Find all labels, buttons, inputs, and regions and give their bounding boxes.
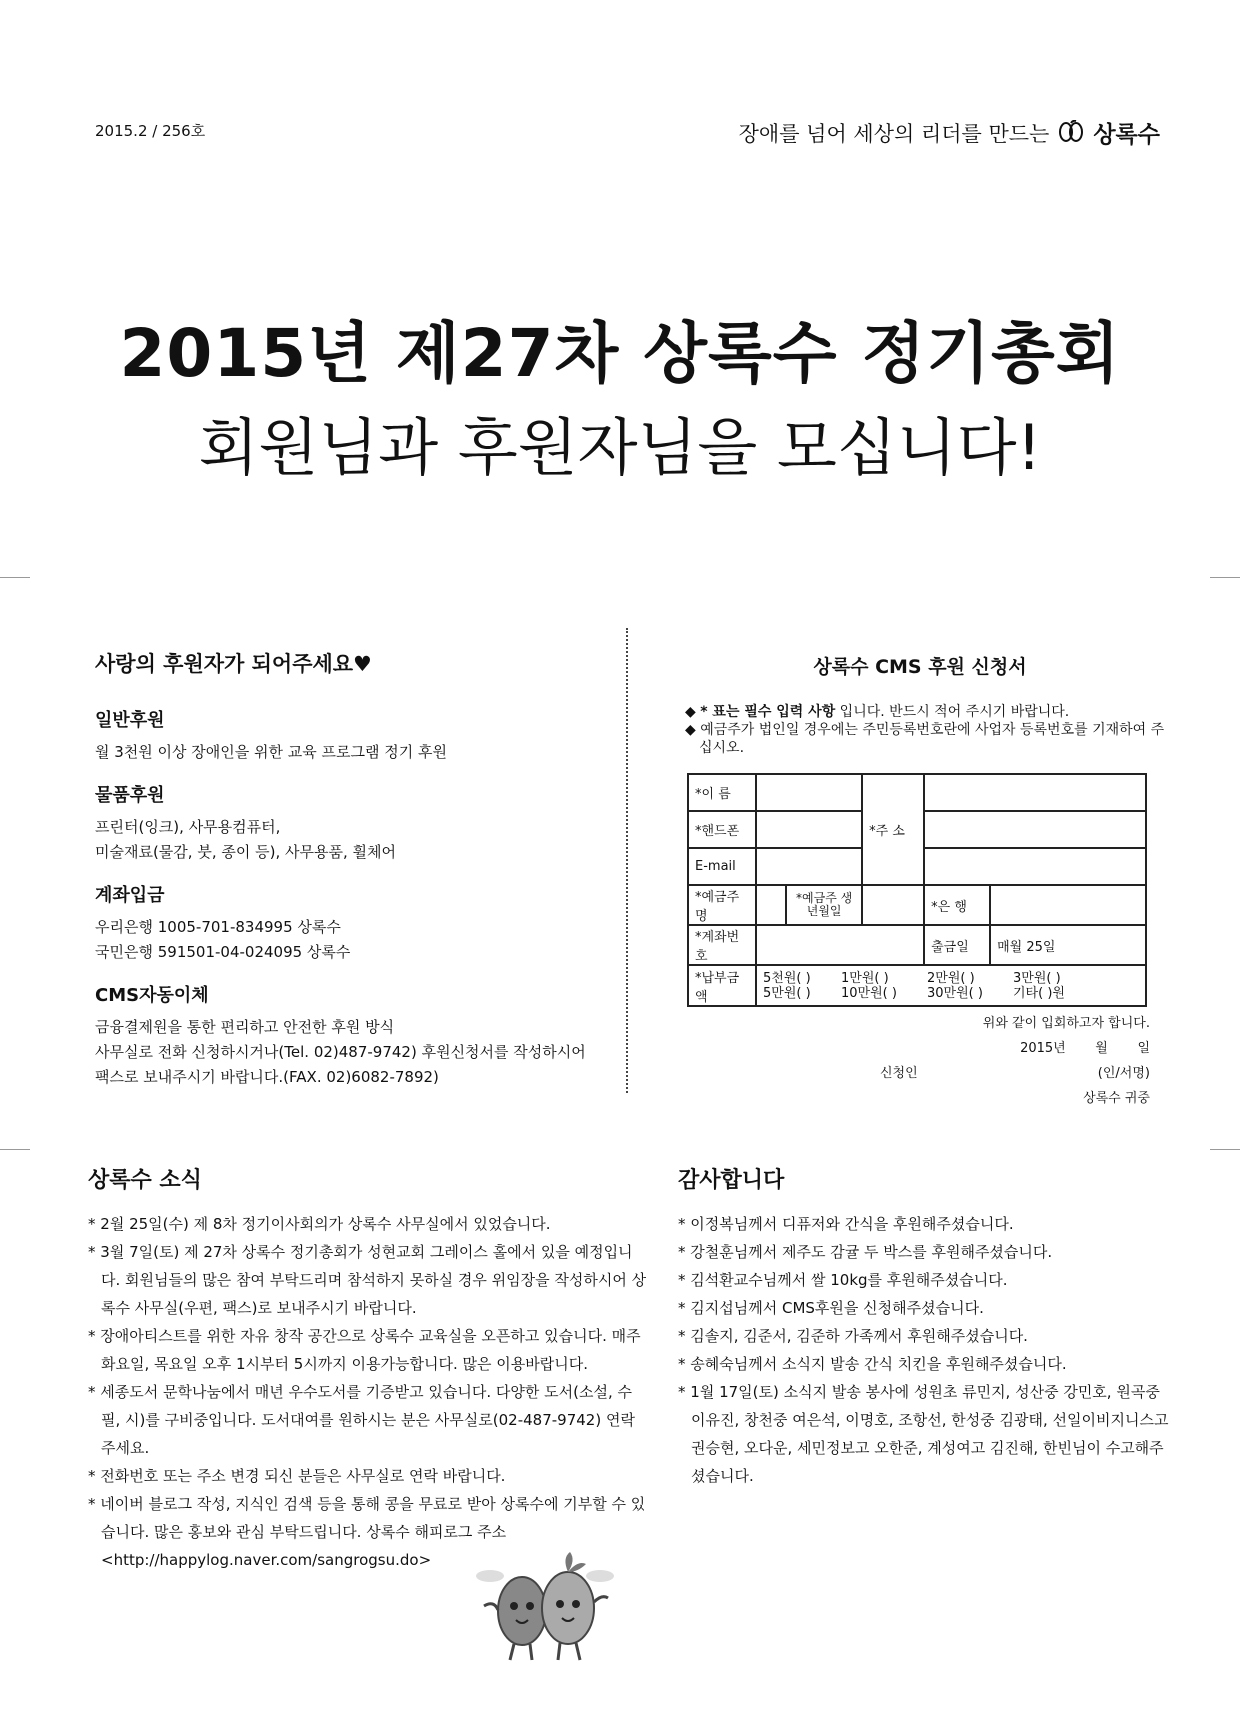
crop-mark	[0, 1149, 30, 1150]
section-text	[95, 1015, 595, 1090]
holder-field[interactable]	[756, 885, 786, 925]
account-field[interactable]	[756, 925, 924, 965]
news-text: 3월 7일(토) 제 27차 상록수 정기총회가 성현교회 그레이스 홀에서 있을 예정입니다. 회원님들의 많은 참여 부탁드리며 참석하지 못하실 경우 위임장을 작성하시어 상록수 사무실(우편, 팩스)로 보내주시기 바랍니다.	[100, 1243, 647, 1317]
news-item: * 2월 25일(수) 제 8차 정기이사회의가 상록수 사무실에서 있었습니다.	[88, 1215, 551, 1233]
thanks-item: * 이정복님께서 디퓨저와 간식을 후원해주셨습니다.	[678, 1215, 1014, 1233]
donation-info	[95, 648, 595, 1106]
note-text: 예금주가 법인일 경우에는 주민등록번호란에 사업자 등록번호를 기재하여 주십시오.	[699, 722, 1165, 756]
name-field[interactable]	[756, 774, 862, 811]
text-line: 국민은행 591501-04-024095 상록수	[95, 943, 351, 961]
amount-row	[763, 986, 1139, 1001]
thanks-item: * 송혜숙님께서 소식지 발송 간식 치킨을 후원해주셨습니다.	[678, 1355, 1067, 1373]
thanks-text: 김솔지, 김준서, 김준하 가족께서 후원해주셨습니다.	[690, 1327, 1028, 1345]
news-text: 네이버 블로그 작성, 지식인 검색 등을 통해 콩을 무료로 받아 상록수에 기부할 수 있습니다. 많은 홍보와 관심 부탁드립니다. 상록수 해피로그 주소 <http://happylog.naver.com/sangrogsu.do>	[100, 1495, 646, 1569]
text-line: 사무실로 전화 신청하시거나(Tel. 02)487-9742) 후원신청서를 작성하시어	[95, 1043, 586, 1061]
section-title: 일반후원	[95, 710, 165, 731]
sangroksu-logo-icon	[1057, 120, 1085, 146]
news-text: 2월 25일(수) 제 8차 정기이사회의가 상록수 사무실에서 있었습니다.	[100, 1215, 551, 1233]
note-item: ◆ * 표는 필수 입력 사항 입니다. 반드시 적어 주시기 바랍니다.	[685, 704, 1070, 720]
news-list	[88, 1210, 648, 1574]
text-line: 월 3천원 이상 장애인을 위한 교육 프로그램 정기 후원	[95, 743, 447, 761]
note-text: 입니다. 반드시 적어 주시기 바랍니다.	[835, 704, 1070, 720]
news-item: * 장애아티스트를 위한 자유 창작 공간으로 상록수 교육실을 오픈하고 있습니다. 매주 화요일, 목요일 오후 1시부터 5시까지 이용가능합니다. 많은 이용바랍니다.	[88, 1327, 641, 1373]
sign-statement: 위와 같이 입회하고자 합니다.	[982, 1016, 1150, 1031]
donation-section	[95, 706, 595, 765]
note-required: * 표는 필수 입력 사항	[700, 704, 836, 720]
thanks-item: * 강철훈님께서 제주도 감귤 두 박스를 후원해주셨습니다.	[678, 1243, 1053, 1261]
news-text: 장애아티스트를 위한 자유 창작 공간으로 상록수 교육실을 오픈하고 있습니다. 매주 화요일, 목요일 오후 1시부터 5시까지 이용가능합니다. 많은 이용바랍니다.	[100, 1327, 641, 1373]
news-item: * 전화번호 또는 주소 변경 되신 분들은 사무실로 연락 바랍니다.	[88, 1467, 506, 1485]
sign-recipient: 상록수 귀중	[1083, 1091, 1150, 1106]
cms-form-notes	[685, 703, 1165, 757]
news-item: * 세종도서 문학나눔에서 매년 우수도서를 기증받고 있습니다. 다양한 도서(소설, 수필, 시)를 구비중입니다. 도서대여를 원하시는 분은 사무실로(02-487-9742) 연락주세요.	[88, 1383, 635, 1457]
thanks-text: 김석환교수님께서 쌀 10kg를 후원해주셨습니다.	[690, 1271, 1008, 1289]
holder-label: *예금주명	[688, 885, 756, 925]
amount-label: *납부금액	[688, 965, 756, 1006]
section-title: CMS자동이체	[95, 985, 209, 1006]
news-heading: 상록수 소식	[88, 1168, 202, 1193]
crop-mark	[1210, 1149, 1240, 1150]
crop-mark	[1210, 577, 1240, 578]
thanks-text: 김지섭님께서 CMS후원을 신청해주셨습니다.	[690, 1299, 984, 1317]
signature-block	[880, 1011, 1150, 1111]
bank-label: *은 행	[924, 885, 990, 925]
name-label: *이 름	[688, 774, 756, 811]
thanks-heading: 감사합니다	[678, 1168, 785, 1193]
section-text	[95, 740, 595, 765]
sign-applicant: 신청인	[880, 1066, 918, 1081]
address-field-3[interactable]	[924, 848, 1146, 885]
donation-section	[95, 781, 595, 865]
amount-option[interactable]: 기타( )원	[1013, 985, 1065, 1001]
holder-birth-field[interactable]	[862, 885, 924, 925]
withdraw-value: 매월 25일	[990, 925, 1146, 965]
news-item: * 네이버 블로그 작성, 지식인 검색 등을 통해 콩을 무료로 받아 상록수에 기부할 수 있습니다. 많은 홍보와 관심 부탁드립니다. 상록수 해피로그 주소 <http://happylog.naver.com/sangrogsu.do>	[88, 1495, 646, 1569]
address-field-1[interactable]	[924, 774, 1146, 811]
thanks-item: * 김솔지, 김준서, 김준하 가족께서 후원해주셨습니다.	[678, 1327, 1028, 1345]
thanks-text: 송혜숙님께서 소식지 발송 간식 치킨을 후원해주셨습니다.	[690, 1355, 1067, 1373]
thanks-list	[678, 1210, 1178, 1490]
news-text: 세종도서 문학나눔에서 매년 우수도서를 기증받고 있습니다. 다양한 도서(소설, 수필, 시)를 구비중입니다. 도서대여를 원하시는 분은 사무실로(02-487-9742) 연락주세요.	[100, 1383, 635, 1457]
amount-option[interactable]: 2만원( )	[927, 970, 975, 986]
amount-row	[763, 971, 1139, 986]
news-text: 전화번호 또는 주소 변경 되신 분들은 사무실로 연락 바랍니다.	[100, 1467, 506, 1485]
news-item: * 3월 7일(토) 제 27차 상록수 정기총회가 성현교회 그레이스 홀에서 있을 예정입니다. 회원님들의 많은 참여 부탁드리며 참석하지 못하실 경우 위임장을 작성하시어 상록수 사무실(우편, 팩스)로 보내주시기 바랍니다.	[88, 1243, 647, 1317]
amount-options	[756, 965, 1146, 1006]
thanks-item: * 김지섭님께서 CMS후원을 신청해주셨습니다.	[678, 1299, 984, 1317]
section-title: 물품후원	[95, 785, 165, 806]
sign-applicant-row	[880, 1061, 1150, 1086]
account-label: *계좌번호	[688, 925, 756, 965]
phone-field[interactable]	[756, 811, 862, 848]
sign-month: 월	[1095, 1041, 1108, 1056]
sign-date	[880, 1036, 1150, 1061]
amount-option[interactable]: 3만원( )	[1013, 970, 1061, 986]
header-tagline	[739, 116, 1160, 149]
text-line: 팩스로 보내주시기 바랍니다.(FAX. 02)6082-7892)	[95, 1068, 439, 1086]
cms-application-table	[687, 773, 1147, 1007]
address-label: *주 소	[862, 774, 924, 885]
thanks-text: 강철훈님께서 제주도 감귤 두 박스를 후원해주셨습니다.	[690, 1243, 1053, 1261]
news-section	[88, 1163, 648, 1574]
brand-name: 상록수	[1093, 122, 1160, 148]
bank-field[interactable]	[990, 885, 1146, 925]
mascot-illustration	[470, 1536, 620, 1676]
main-title: 2015년 제27차 상록수 정기총회	[119, 315, 1121, 392]
withdraw-label: 출금일	[924, 925, 990, 965]
section-title: 계좌입금	[95, 885, 165, 906]
thanks-section	[678, 1163, 1178, 1490]
thanks-text: 이정복님께서 디퓨저와 간식을 후원해주셨습니다.	[690, 1215, 1014, 1233]
sign-day: 일	[1137, 1041, 1150, 1056]
thanks-item: * 1월 17일(토) 소식지 발송 봉사에 성원초 류민지, 성산중 강민호, 원곡중 이유진, 창천중 여은석, 이명호, 조항선, 한성중 김광태, 선일이비지니스고 권승현, 오다운, 세민정보고 오한준, 계성여고 김진해, 한빈님이 수고해주셨습니다.	[678, 1383, 1169, 1485]
donation-section	[95, 981, 595, 1090]
text-line: 우리은행 1005-701-834995 상록수	[95, 918, 341, 936]
main-subtitle: 회원님과 후원자님을 모십니다!	[198, 411, 1042, 484]
section-text	[95, 815, 595, 865]
sign-seal: (인/서명)	[1097, 1066, 1150, 1081]
text-line: 미술재료(물감, 붓, 종이 등), 사무용품, 휠체어	[95, 843, 396, 861]
amount-option[interactable]: 5천원( )	[763, 970, 811, 986]
tagline-text: 장애를 넘어 세상의 리더를 만드는	[738, 121, 1050, 146]
text-line: 프린터(잉크), 사무용컴퓨터,	[95, 818, 281, 836]
section-text	[95, 915, 595, 965]
thanks-text: 1월 17일(토) 소식지 발송 봉사에 성원초 류민지, 성산중 강민호, 원곡중 이유진, 창천중 여은석, 이명호, 조항선, 한성중 김광태, 선일이비지니스고 권승현, 오다운, 세민정보고 오한준, 계성여고 김진해, 한빈님이 수고해주셨습니다.	[690, 1383, 1169, 1485]
thanks-item: * 김석환교수님께서 쌀 10kg를 후원해주셨습니다.	[678, 1271, 1008, 1289]
sign-year: 2015년	[1020, 1041, 1066, 1056]
phone-label: *핸드폰	[688, 811, 756, 848]
holder-birth-label: *예금주 생년월일	[786, 885, 862, 925]
cut-line-divider	[626, 628, 628, 1093]
note-item: ◆ 예금주가 법인일 경우에는 주민등록번호란에 사업자 등록번호를 기재하여 주십시오.	[685, 722, 1165, 756]
crop-mark	[0, 577, 30, 578]
amount-option[interactable]: 5만원( )	[763, 985, 811, 1001]
donation-heading: 사랑의 후원자가 되어주세요♥	[95, 652, 372, 676]
donation-section	[95, 881, 595, 965]
amount-option[interactable]: 10만원( )	[841, 985, 897, 1001]
email-label: E-mail	[688, 848, 756, 885]
amount-option[interactable]: 30만원( )	[927, 985, 983, 1001]
email-field[interactable]	[756, 848, 862, 885]
amount-option[interactable]: 1만원( )	[841, 970, 889, 986]
cms-form-title: 상록수 CMS 후원 신청서	[813, 656, 1027, 678]
text-line: 금융결제원을 통한 편리하고 안전한 후원 방식	[95, 1018, 395, 1036]
address-field-2[interactable]	[924, 811, 1146, 848]
issue-number: 2015.2 / 256호	[95, 122, 206, 140]
